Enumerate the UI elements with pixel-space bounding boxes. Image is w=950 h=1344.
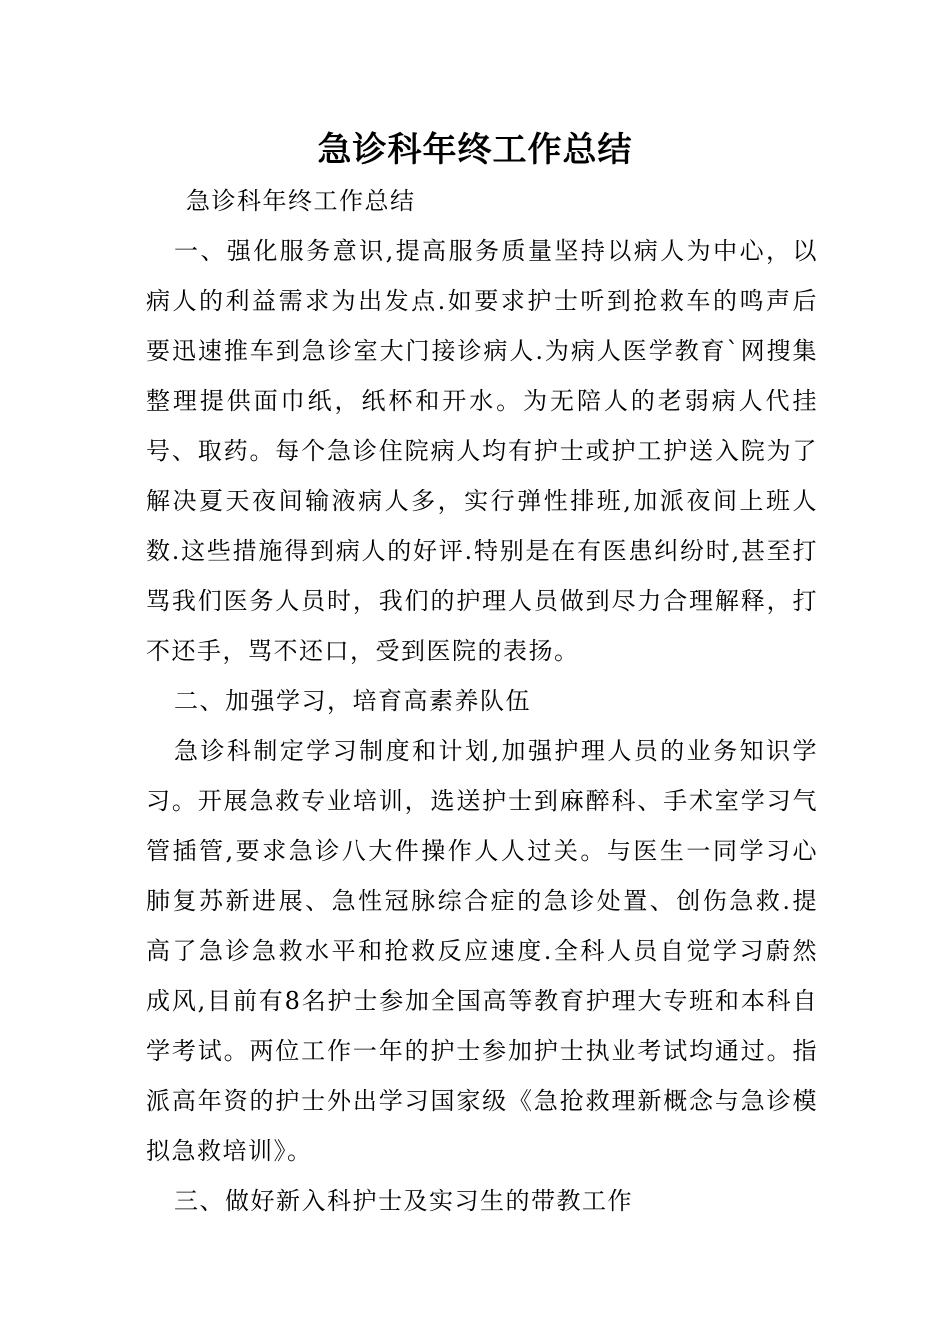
section-two-heading: 二、加强学习，培育高素养队伍 — [174, 687, 531, 715]
document-body — [146, 176, 818, 1226]
section-two-paragraph: 急诊科制定学习制度和计划,加强护理人员的业务知识学习。开展急救专业培训，选送护士到麻醉科、手术室学习气管插管,要求急诊八大件操作人人过关。与医生一同学习心肺复苏新进展、急性冠脉综合症的急诊处置、创伤急救.提高了急诊急救水平和抢救反应速度.全科人员自觉学习蔚然成风,目前有8名护士参加全国高等教育护理大专班和本科自学考试。两位工作一年的护士参加护士执业考试均通过。指派高年资的护士外出学习国家级《急抢救理新概念与急诊模拟急救培训》。 — [146, 737, 818, 1165]
document-title: 急诊科年终工作总结 — [317, 130, 633, 170]
document-subtitle: 急诊科年终工作总结 — [186, 187, 416, 215]
section-three-heading: 三、做好新入科护士及实习生的带教工作 — [174, 1187, 633, 1215]
section-one-paragraph: 一、强化服务意识,提高服务质量坚持以病人为中心，以病人的利益需求为出发点.如要求护士听到抢救车的鸣声后要迅速推车到急诊室大门接诊病人.为病人医学教育`网搜集整理提供面巾纸，纸杯和开水。为无陪人的老弱病人代挂号、取药。每个急诊住院病人均有护士或护工护送入院为了解决夏天夜间输液病人多，实行弹性排班,加派夜间上班人数.这些措施得到病人的好评.特别是在有医患纠纷时,甚至打骂我们医务人员时，我们的护理人员做到尽力合理解释，打不还手，骂不还口，受到医院的表扬。 — [146, 237, 818, 665]
